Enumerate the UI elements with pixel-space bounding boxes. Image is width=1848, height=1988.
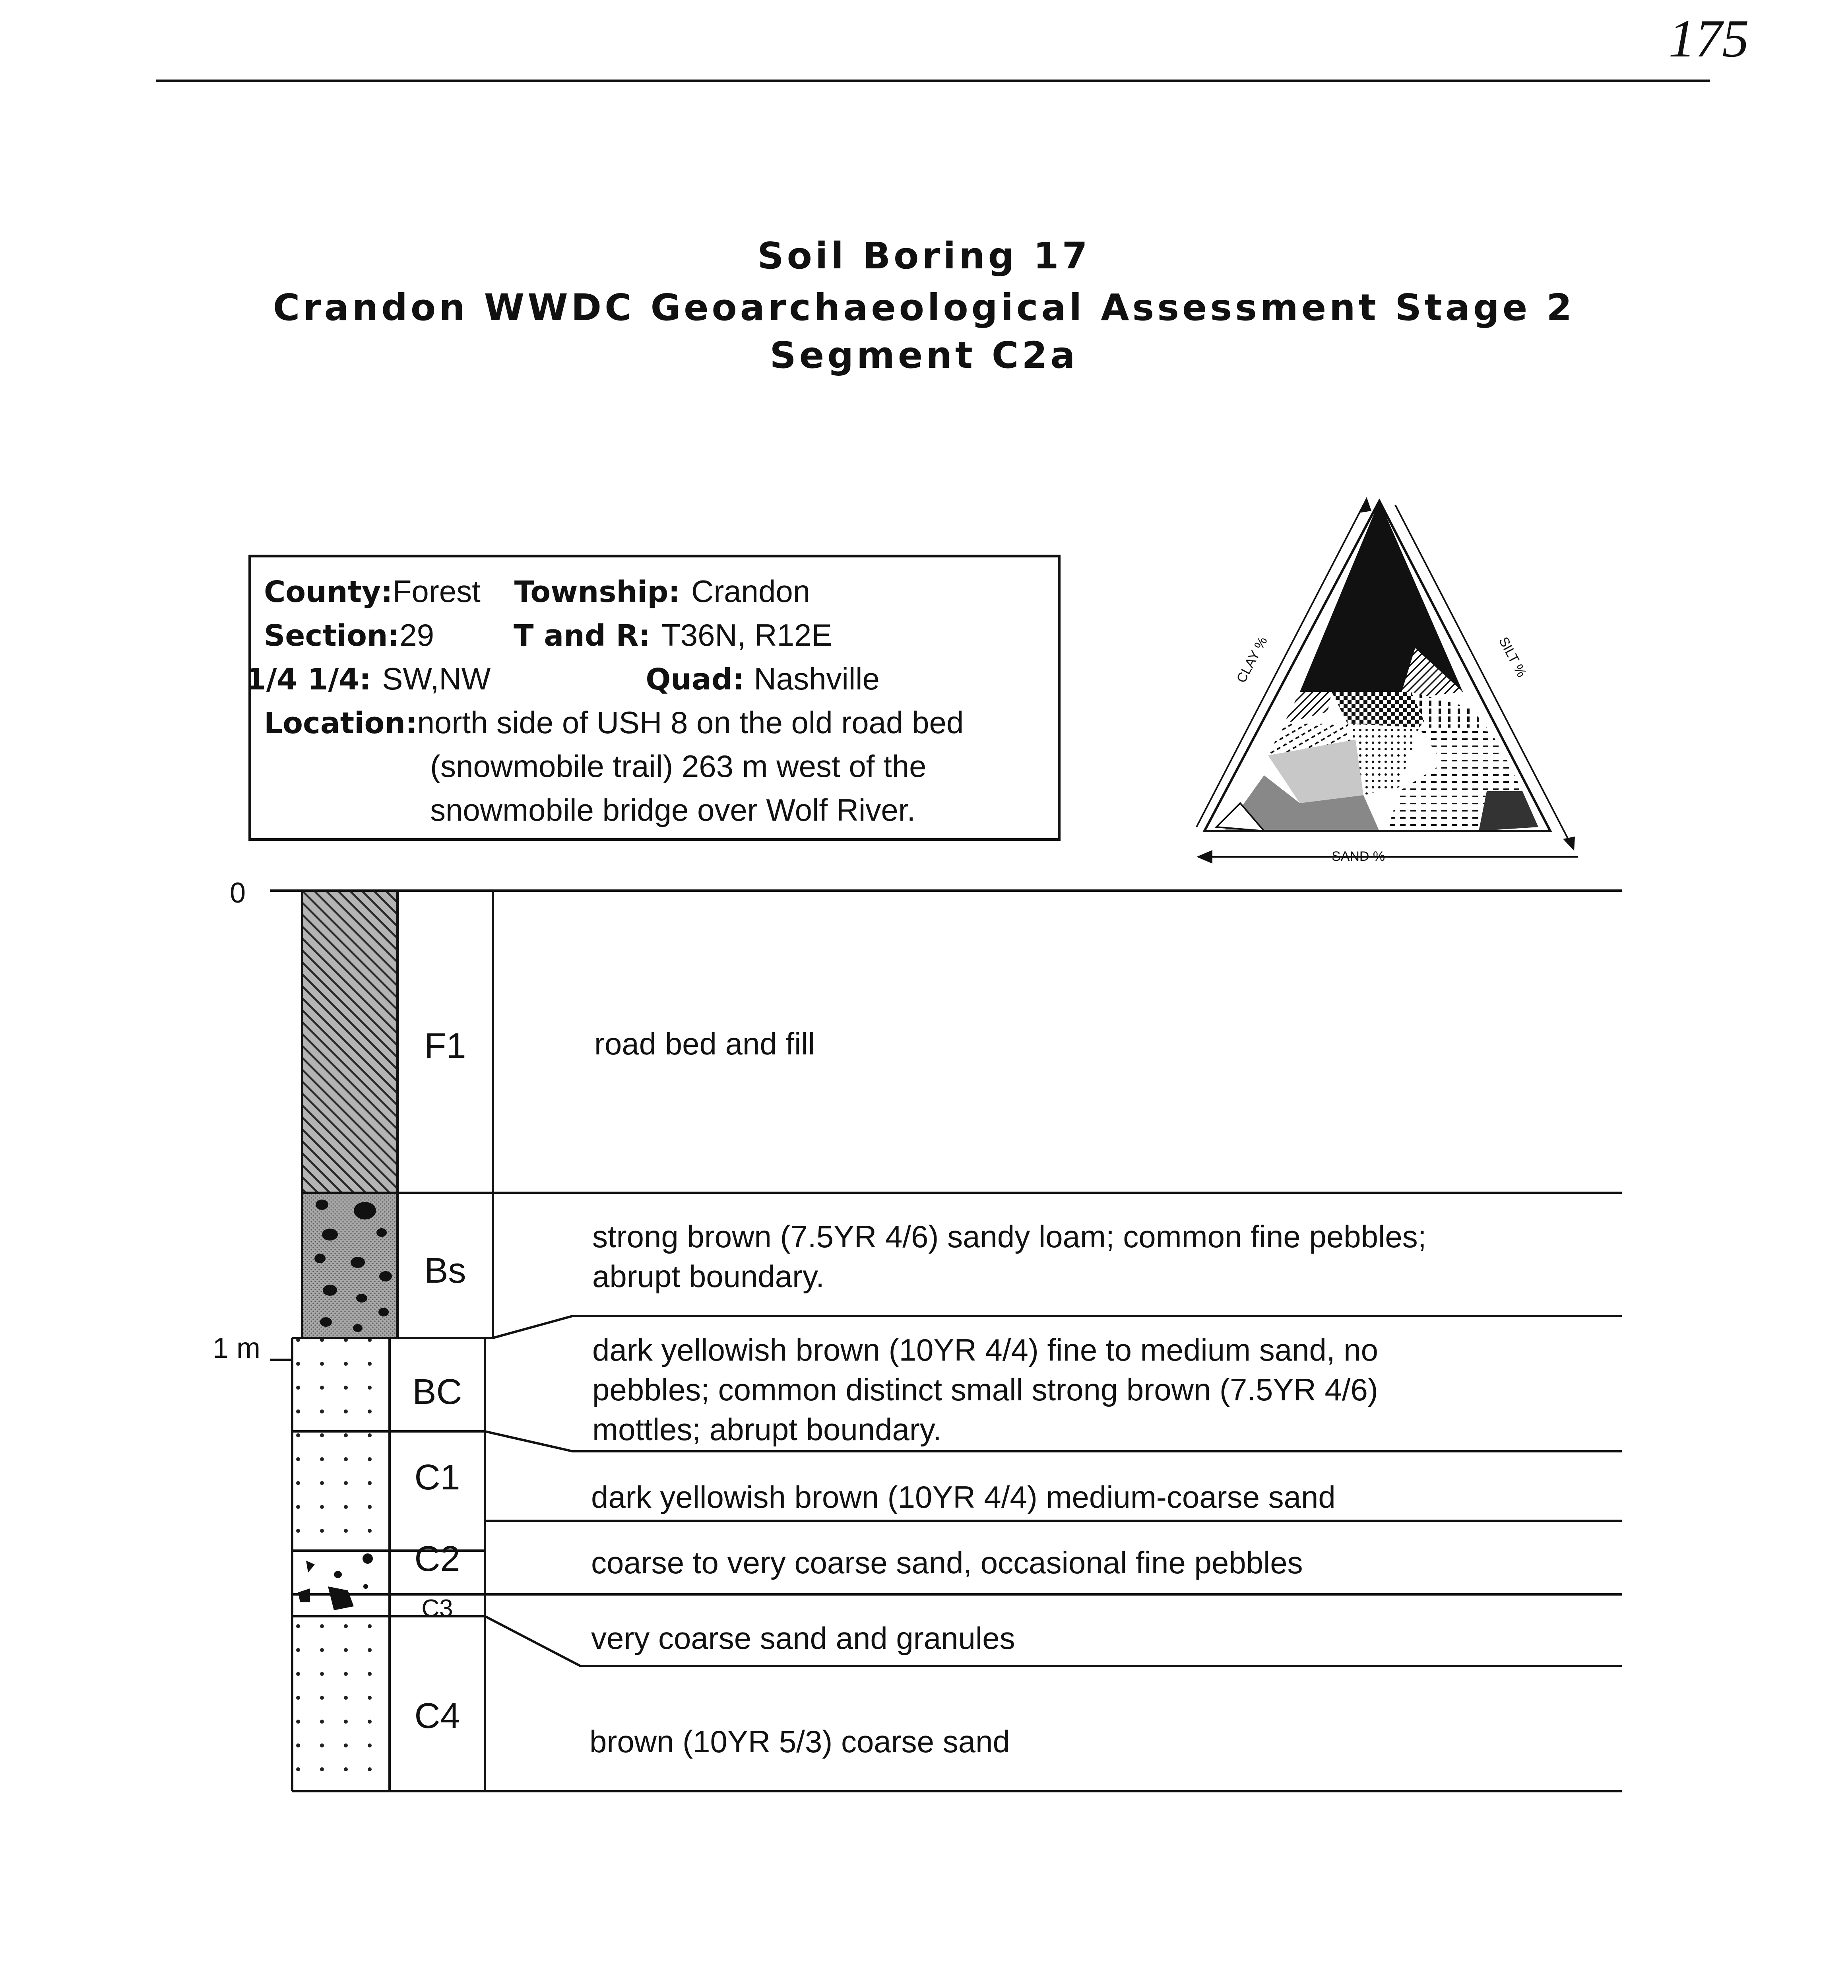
description-line: strong brown (7.5YR 4/6) sandy loam; common fine pebbles; [592,1219,1427,1254]
quarter-label: 1/4 1/4: [246,662,371,697]
info-section-tr [264,617,832,653]
description-line: dark yellowish brown (10YR 4/4) medium-coarse sand [591,1479,1336,1514]
location-line-2: (snowmobile trail) 263 m west of the [430,749,927,784]
horizon-name-bc: BC [412,1372,462,1412]
description-line: coarse to very coarse sand, occasional fine pebbles [591,1545,1303,1580]
depth-label-0: 0 [230,877,246,909]
page-number: 175 [1668,9,1749,68]
horizon-name-bs: Bs [424,1251,466,1291]
description-line: pebbles; common distinct small strong brown (7.5YR 4/6) [592,1372,1378,1407]
description-line: dark yellowish brown (10YR 4/4) fine to medium sand, no [592,1332,1378,1367]
depth-label-1m: 1 m [213,1332,261,1364]
title-project: Crandon WWDC Geoarchaeological Assessment Stage 2 [273,286,1575,329]
description-line: abrupt boundary. [592,1259,824,1294]
quad-value: Nashville [754,661,880,696]
silt-arrow-head [1563,837,1575,851]
township-value: Crandon [691,574,811,609]
horizon-name-c2: C2 [414,1539,460,1579]
info-county-township [264,573,810,610]
clay-axis-label: CLAY % [1233,634,1270,685]
horizon-name-c4: C4 [414,1696,460,1736]
info-quarter-quad [246,661,880,697]
triangle-zones [1216,501,1538,831]
location-line-3: snowmobile bridge over Wolf River. [430,792,916,827]
county-value: Forest [392,574,481,609]
title-segment: Segment C2a [770,334,1078,377]
horizon-c3-c4-texture [292,1616,390,1791]
sand-axis-label: SAND % [1332,849,1385,864]
horizon-description-c1 [591,1477,1336,1517]
silt-axis-label: SILT % [1495,634,1530,680]
tr-label: T and R: [513,619,651,653]
tr-value: T36N, R12E [661,617,832,652]
horizon-f1-texture [302,891,398,1193]
horizon-description-bs [592,1217,1426,1296]
clay-arrow-head [1359,497,1371,513]
horizon-description-c3 [591,1618,1015,1658]
quarter-value: SW,NW [382,661,491,696]
township-label: Township: [514,575,680,609]
location-line-1: north side of USH 8 on the old road bed [417,705,964,740]
horizon-description-bc [592,1330,1378,1449]
description-line: very coarse sand and granules [591,1621,1015,1656]
info-location [264,705,964,741]
horizon-name-c3: C3 [421,1595,453,1622]
horizon-name-f1: F1 [424,1026,466,1066]
soil-texture-triangle [1141,485,1594,867]
description-line: brown (10YR 5/3) coarse sand [589,1724,1010,1759]
quad-label: Quad: [646,662,745,697]
header-rule [156,80,1710,82]
title-boring: Soil Boring 17 [757,235,1091,277]
location-label: Location: [264,706,417,740]
description-line: road bed and fill [594,1026,815,1061]
horizon-description-c4 [589,1722,1010,1761]
sand-arrow-head [1196,850,1212,864]
site-info-box [248,555,1061,841]
section-label: Section: [264,619,400,653]
section-value: 29 [399,617,434,652]
horizon-description-c2 [591,1543,1303,1582]
description-line: mottles; abrupt boundary. [592,1412,942,1447]
county-label: County: [264,575,393,609]
horizon-description-f1 [594,1024,815,1064]
horizon-name-c1: C1 [414,1458,460,1497]
horizon-bc-c1-texture [292,1338,390,1551]
